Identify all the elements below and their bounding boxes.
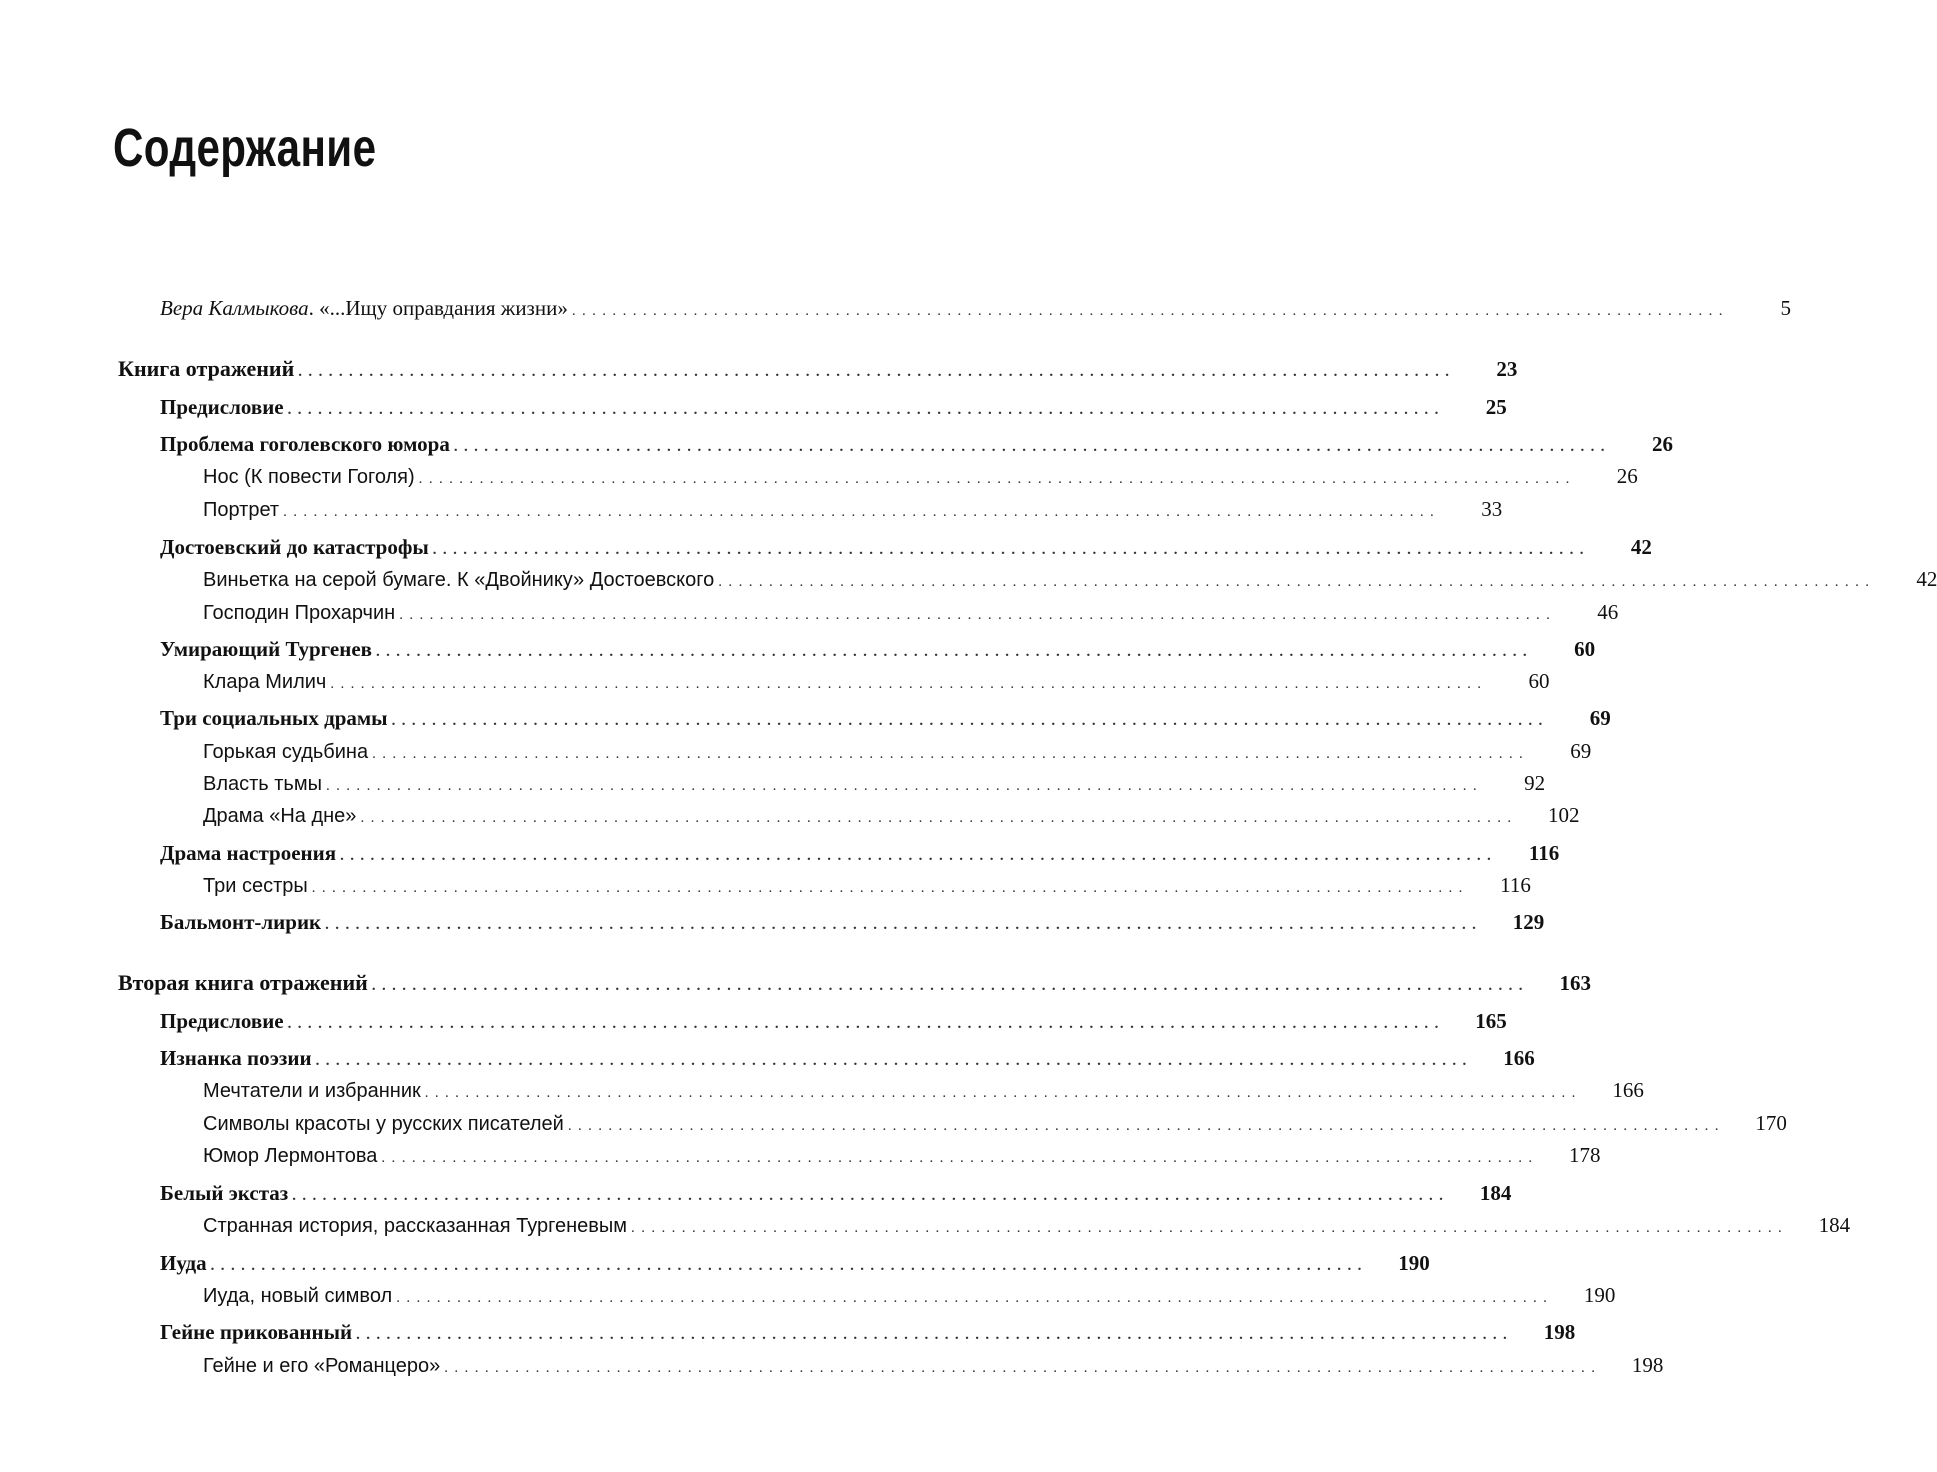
toc-item[interactable] bbox=[203, 1208, 1851, 1242]
toc-entry-label: Господин Прохарчин bbox=[203, 602, 396, 624]
preface-title: . «...Ищу оправдания жизни» bbox=[308, 296, 568, 320]
toc-entry-label: Предисловие bbox=[160, 1009, 284, 1033]
toc-item[interactable] bbox=[203, 492, 1503, 526]
toc-item[interactable] bbox=[203, 459, 1638, 493]
dot-leader: .................................................................................................................. bbox=[444, 1360, 1602, 1376]
dot-leader: .................................................................................................................. bbox=[298, 364, 1456, 380]
toc-chapter[interactable] bbox=[160, 905, 1545, 939]
page-number: 69 bbox=[1570, 739, 1592, 763]
toc-entry-label: Гейне и его «Романцеро» bbox=[203, 1355, 441, 1377]
toc-entry-label: Власть тьмы bbox=[203, 773, 322, 795]
page-number: 116 bbox=[1528, 841, 1560, 865]
page-number: 190 bbox=[1398, 1251, 1430, 1275]
toc-item[interactable] bbox=[203, 1278, 1616, 1312]
toc-item[interactable] bbox=[203, 868, 1531, 902]
page-number: 184 bbox=[1818, 1213, 1851, 1237]
dot-leader: .................................................................................................................. bbox=[292, 1188, 1450, 1204]
page-number: 129 bbox=[1512, 910, 1545, 934]
dot-leader: .................................................................................................................. bbox=[356, 1327, 1514, 1343]
toc-entry-label bbox=[160, 291, 568, 325]
dot-leader: .................................................................................................................. bbox=[325, 917, 1483, 933]
toc-entry-label: Бальмонт-лирик bbox=[160, 910, 322, 934]
toc-entry-preface[interactable] bbox=[160, 291, 1791, 325]
toc-entry-label: Иуда, новый символ bbox=[203, 1285, 393, 1307]
page-number: 42 bbox=[1916, 567, 1937, 591]
toc-item[interactable] bbox=[203, 798, 1580, 832]
dot-leader: .................................................................................................................. bbox=[287, 402, 1445, 418]
toc-entry-label: Проблема гоголевского юмора bbox=[160, 432, 450, 456]
page-number: 163 bbox=[1559, 971, 1591, 995]
toc-item[interactable] bbox=[203, 595, 1619, 629]
toc-entry-label: Достоевский до катастрофы bbox=[160, 535, 429, 559]
toc-chapter[interactable] bbox=[160, 530, 1652, 564]
toc-entry-label: Три сестры bbox=[203, 875, 308, 897]
toc-chapter[interactable] bbox=[160, 701, 1611, 735]
toc-entry-label: Горькая судьбина bbox=[203, 741, 369, 763]
toc-item[interactable] bbox=[203, 1073, 1644, 1107]
dot-leader: .................................................................................................................. bbox=[396, 1290, 1554, 1306]
dot-leader: .................................................................................................................. bbox=[340, 848, 1498, 864]
dot-leader: .................................................................................................................. bbox=[372, 746, 1530, 762]
toc-book-heading[interactable] bbox=[118, 966, 1591, 1000]
dot-leader: .................................................................................................................. bbox=[360, 810, 1518, 826]
page-number: 26 bbox=[1651, 432, 1673, 456]
toc-chapter[interactable] bbox=[160, 1004, 1507, 1038]
dot-leader: .................................................................................................................. bbox=[567, 1118, 1725, 1134]
toc-item[interactable] bbox=[203, 766, 1546, 800]
page-number: 60 bbox=[1528, 669, 1550, 693]
toc-entry-label: Умирающий Тургенев bbox=[160, 637, 372, 661]
toc-entry-label: Виньетка на серой бумаге. К «Двойнику» Достоевского bbox=[203, 569, 715, 591]
toc-entry-label: Клара Милич bbox=[203, 671, 327, 693]
dot-leader: .................................................................................................................. bbox=[325, 778, 1484, 794]
page-number: 102 bbox=[1548, 803, 1580, 827]
page-number: 166 bbox=[1612, 1078, 1644, 1102]
page-title: Содержание bbox=[113, 118, 377, 178]
page-number: 25 bbox=[1485, 395, 1507, 419]
toc-chapter[interactable] bbox=[160, 390, 1507, 424]
toc-book-heading[interactable] bbox=[118, 352, 1518, 386]
page-number: 198 bbox=[1631, 1353, 1664, 1377]
toc-item[interactable] bbox=[203, 1138, 1601, 1172]
toc-entry-label: Юмор Лермонтова bbox=[203, 1145, 378, 1167]
dot-leader: .................................................................................................................. bbox=[311, 880, 1469, 896]
page-number: 116 bbox=[1500, 873, 1531, 897]
page-number: 184 bbox=[1479, 1181, 1512, 1205]
dot-leader: .................................................................................................................. bbox=[287, 1016, 1445, 1032]
toc-chapter[interactable] bbox=[160, 836, 1560, 870]
dot-leader: .................................................................................................................. bbox=[631, 1220, 1789, 1236]
toc-entry-label: Драма «На дне» bbox=[203, 805, 357, 827]
toc-item[interactable] bbox=[203, 1348, 1664, 1382]
page-number: 178 bbox=[1569, 1143, 1601, 1167]
page-number: 170 bbox=[1755, 1111, 1787, 1135]
toc-entry-label: Нос (К повести Гоголя) bbox=[203, 466, 415, 488]
toc-entry-label: Предисловие bbox=[160, 395, 284, 419]
toc-entry-label: Изнанка поэзии bbox=[160, 1046, 312, 1070]
dot-leader: .................................................................................................................. bbox=[315, 1053, 1473, 1069]
page-number: 165 bbox=[1475, 1009, 1507, 1033]
dot-leader: .................................................................................................................. bbox=[381, 1150, 1539, 1166]
page-number: 69 bbox=[1589, 706, 1611, 730]
toc-chapter[interactable] bbox=[160, 427, 1673, 461]
page-number: 60 bbox=[1574, 637, 1596, 661]
toc-entry-label: Иуда bbox=[160, 1251, 207, 1275]
dot-leader: .................................................................................................................. bbox=[571, 303, 1729, 319]
dot-leader: .................................................................................................................. bbox=[210, 1258, 1368, 1274]
toc-entry-label: Вторая книга отражений bbox=[118, 970, 368, 995]
dot-leader: .................................................................................................................. bbox=[432, 542, 1590, 558]
page-number: 166 bbox=[1503, 1046, 1535, 1070]
page-number: 5 bbox=[1780, 296, 1791, 320]
toc-item[interactable] bbox=[203, 664, 1550, 698]
toc-entry-label: Гейне прикованный bbox=[160, 1320, 353, 1344]
toc-chapter[interactable] bbox=[160, 632, 1596, 666]
page-number: 190 bbox=[1583, 1283, 1616, 1307]
toc-item[interactable] bbox=[203, 562, 1937, 596]
dot-leader: .................................................................................................................. bbox=[718, 574, 1876, 590]
page-number: 92 bbox=[1524, 771, 1546, 795]
dot-leader: .................................................................................................................. bbox=[371, 978, 1529, 994]
dot-leader: .................................................................................................................. bbox=[391, 713, 1549, 729]
toc-chapter[interactable] bbox=[160, 1041, 1535, 1075]
dot-leader: .................................................................................................................. bbox=[283, 504, 1441, 520]
preface-author: Вера Калмыкова bbox=[160, 296, 309, 320]
toc-entry-label: Белый экстаз bbox=[160, 1181, 289, 1205]
toc-item[interactable] bbox=[203, 1106, 1787, 1140]
page-number: 198 bbox=[1543, 1320, 1576, 1344]
page-number: 33 bbox=[1481, 497, 1503, 521]
dot-leader: .................................................................................................................. bbox=[453, 439, 1611, 455]
toc-entry-label: Мечтатели и избранник bbox=[203, 1080, 421, 1102]
page-number: 26 bbox=[1616, 464, 1638, 488]
toc-chapter[interactable] bbox=[160, 1246, 1430, 1280]
toc-entry-label: Драма настроения bbox=[160, 841, 337, 865]
toc-entry-label: Символы красоты у русских писателей bbox=[203, 1113, 564, 1135]
dot-leader: .................................................................................................................. bbox=[424, 1085, 1582, 1101]
dot-leader: .................................................................................................................. bbox=[375, 644, 1534, 660]
toc-entry-label: Три социальных драмы bbox=[160, 706, 388, 730]
page-number: 42 bbox=[1630, 535, 1652, 559]
toc-entry-label: Странная история, рассказанная Тургеневым bbox=[203, 1215, 628, 1237]
dot-leader: .................................................................................................................. bbox=[399, 607, 1557, 623]
toc-item[interactable] bbox=[203, 734, 1592, 768]
dot-leader: .................................................................................................................. bbox=[418, 471, 1576, 487]
toc-entry-label: Портрет bbox=[203, 499, 280, 521]
page-number: 46 bbox=[1597, 600, 1619, 624]
toc-chapter[interactable] bbox=[160, 1315, 1576, 1349]
page-number: 23 bbox=[1496, 357, 1518, 381]
toc-chapter[interactable] bbox=[160, 1176, 1512, 1210]
dot-leader: .................................................................................................................. bbox=[330, 676, 1488, 692]
toc-entry-label: Книга отражений bbox=[118, 356, 295, 381]
